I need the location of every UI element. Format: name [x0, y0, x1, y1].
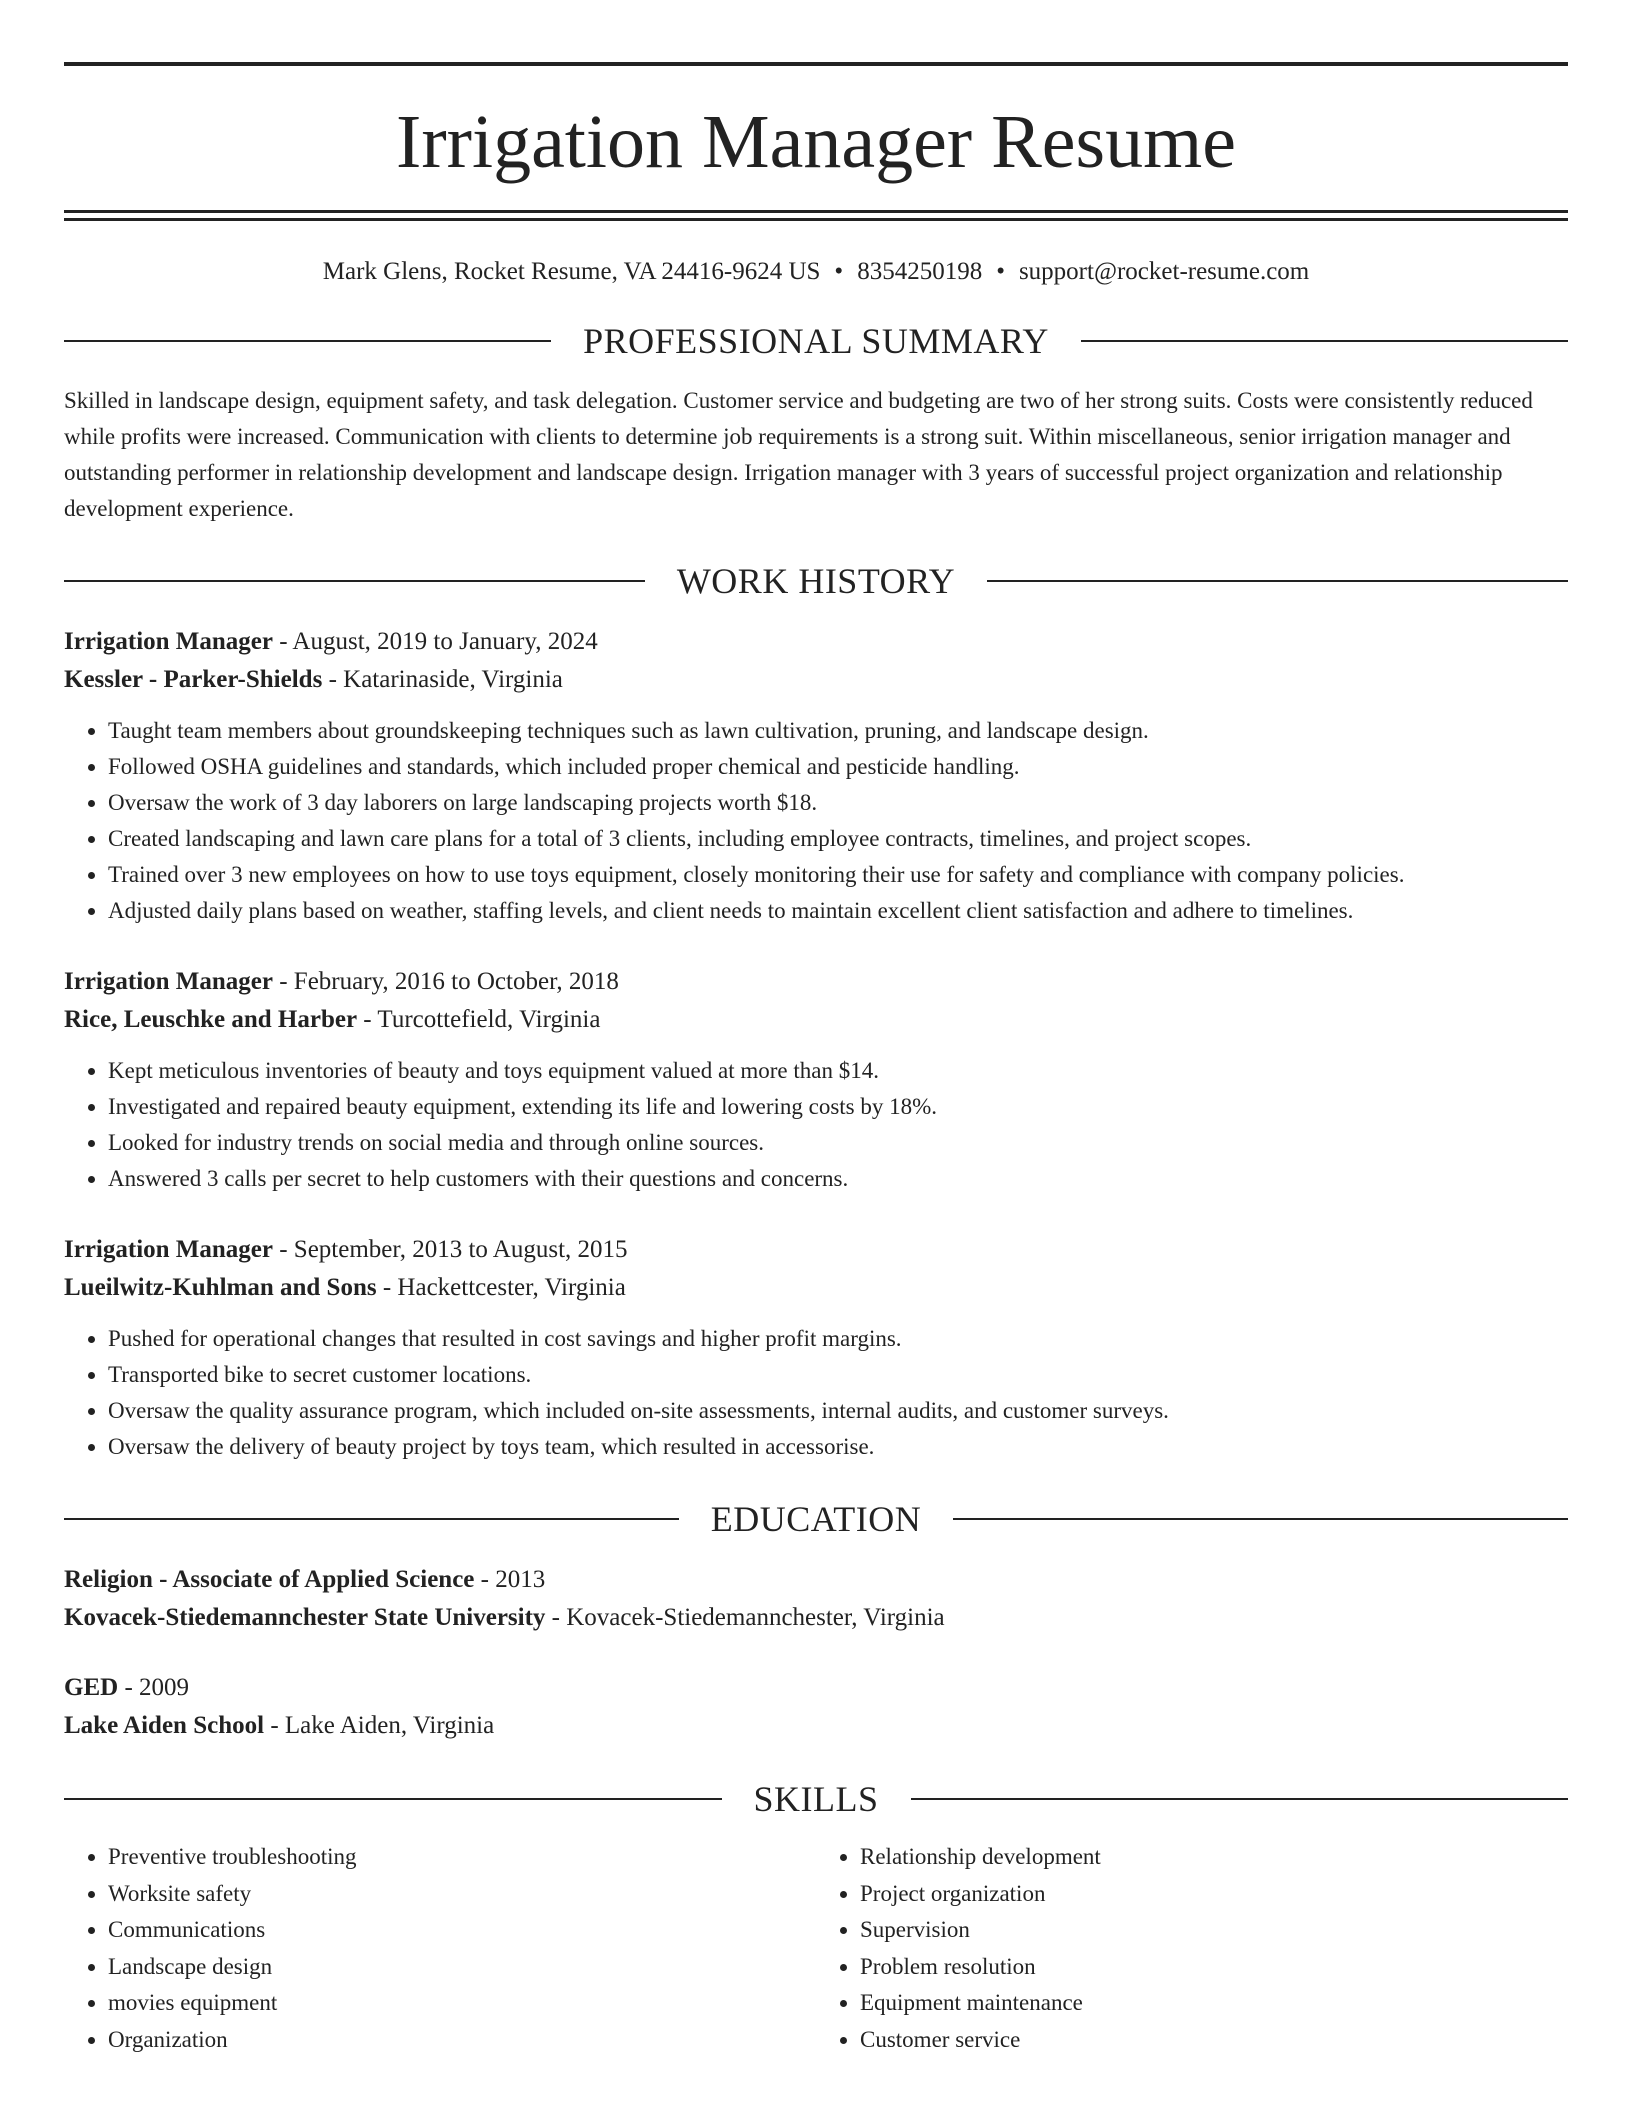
job-dates: - February, 2016 to October, 2018: [272, 968, 619, 995]
contact-email: support@rocket-resume.com: [1018, 258, 1310, 285]
list-item: • Preventive troubleshooting: [108, 1839, 816, 1876]
job-title-line: [64, 623, 1568, 661]
degree-line: [64, 1669, 1568, 1707]
job-location: - Turcottefield, Virginia: [357, 1006, 601, 1033]
job-company: Rice, Leuschke and Harber: [64, 1006, 358, 1033]
job-dates: - September, 2013 to August, 2015: [272, 1236, 628, 1263]
list-item: • Looked for industry trends on social media and through online sources.: [108, 1125, 1568, 1161]
job-bullets: [64, 1053, 1568, 1197]
job-location: - Hackettcester, Virginia: [376, 1274, 626, 1301]
list-item: • Answered 3 calls per secret to help customers with their questions and concerns.: [108, 1161, 1568, 1197]
education-entry: [64, 1561, 1568, 1637]
job-title-line: [64, 1231, 1568, 1269]
contact-separator: •: [834, 258, 844, 285]
school: Kovacek-Stiedemannchester State University: [64, 1604, 546, 1631]
contact-separator: •: [996, 258, 1005, 285]
job-entry: [64, 963, 1568, 1197]
divider-line: [64, 1798, 722, 1800]
list-item: • Trained over 3 new employees on how to use toys equipment, closely monitoring their use for safety and compliance with company policies.: [108, 857, 1568, 893]
job-dates: - August, 2019 to January, 2024: [272, 628, 598, 655]
top-rule: [64, 62, 1568, 66]
list-item: • Customer service: [860, 2022, 1568, 2059]
section-title: SKILLS: [753, 1779, 879, 1819]
school-line: [64, 1599, 1568, 1637]
job-company: Kessler - Parker-Shields: [64, 666, 323, 693]
list-item: • Followed OSHA guidelines and standards, which included proper chemical and pesticide handling.: [108, 749, 1568, 785]
contact-phone: 8354250198: [857, 258, 983, 285]
education-entry: [64, 1669, 1568, 1745]
job-company: Lueilwitz-Kuhlman and Sons: [64, 1274, 377, 1301]
section-title: EDUCATION: [710, 1499, 922, 1539]
list-item: • Adjusted daily plans based on weather, staffing levels, and client needs to maintain excellent client satisfaction and adhere to timelines.: [108, 893, 1568, 929]
divider-line: [64, 340, 551, 342]
education-section-heading: [64, 1499, 1568, 1539]
school-line: [64, 1707, 1568, 1745]
school-location: - Kovacek-Stiedemannchester, Virginia: [545, 1604, 945, 1631]
job-title: Irrigation Manager: [64, 628, 273, 655]
skills-left-list: [64, 1839, 816, 2058]
job-title-line: [64, 963, 1568, 1001]
job-bullets: [64, 1321, 1568, 1465]
list-item: • Equipment maintenance: [860, 1985, 1568, 2022]
divider-line: [64, 580, 645, 582]
list-item: • Pushed for operational changes that resulted in cost savings and higher profit margins.: [108, 1321, 1568, 1357]
job-location: - Katarinaside, Virginia: [322, 666, 563, 693]
list-item: • Organization: [108, 2022, 816, 2059]
section-title: WORK HISTORY: [676, 561, 956, 601]
summary-text: Skilled in landscape design, equipment safety, and task delegation. Customer service and budgeting are two of her strong suits. Costs were consistently reduced while profits were increased. Communication with clients to determine job requirements is a strong suit. Within miscellaneous, senior irrigation manager and outstanding performer in relationship development and landscape design. Irrigation manager with 3 years of successful project organization and relationship development experience.: [64, 388, 1533, 521]
section-title: PROFESSIONAL SUMMARY: [583, 321, 1049, 361]
list-item: • Investigated and repaired beauty equipment, extending its life and lowering costs by 18%.: [108, 1089, 1568, 1125]
list-item: • Oversaw the quality assurance program, which included on-site assessments, internal audits, and customer surveys.: [108, 1393, 1568, 1429]
list-item: • Kept meticulous inventories of beauty and toys equipment valued at more than $14.: [108, 1053, 1568, 1089]
title-double-rule: [64, 210, 1568, 221]
list-item: • Worksite safety: [108, 1876, 816, 1913]
list-item: • Project organization: [860, 1876, 1568, 1913]
job-company-line: [64, 1269, 1568, 1307]
job-company-line: [64, 1001, 1568, 1039]
work-section-heading: [64, 561, 1568, 601]
list-item: • movies equipment: [108, 1985, 816, 2022]
list-item: • Taught team members about groundskeeping techniques such as lawn cultivation, pruning, and landscape design.: [108, 713, 1568, 749]
divider-line: [987, 580, 1568, 582]
job-bullets: [64, 713, 1568, 929]
divider-line: [1081, 340, 1568, 342]
school-location: - Lake Aiden, Virginia: [264, 1712, 495, 1739]
degree-line: [64, 1561, 1568, 1599]
divider-line: [953, 1518, 1568, 1520]
summary-section-heading: [64, 321, 1568, 361]
degree: GED: [64, 1674, 119, 1701]
degree-year: - 2009: [118, 1674, 190, 1701]
job-title: Irrigation Manager: [64, 968, 273, 995]
job-entry: [64, 1231, 1568, 1465]
skills-right-list: [816, 1839, 1568, 2058]
list-item: • Communications: [108, 1912, 816, 1949]
job-company-line: [64, 661, 1568, 699]
resume-title: Irrigation Manager Resume: [396, 100, 1236, 184]
degree: Religion - Associate of Applied Science: [64, 1566, 475, 1593]
contact-address: Mark Glens, Rocket Resume, VA 24416-9624 US: [322, 258, 821, 285]
list-item: • Oversaw the delivery of beauty project by toys team, which resulted in accessorise.: [108, 1429, 1568, 1465]
divider-line: [911, 1798, 1569, 1800]
list-item: • Supervision: [860, 1912, 1568, 1949]
list-item: • Transported bike to secret customer locations.: [108, 1357, 1568, 1393]
school: Lake Aiden School: [64, 1712, 265, 1739]
list-item: • Oversaw the work of 3 day laborers on large landscaping projects worth $18.: [108, 785, 1568, 821]
list-item: • Landscape design: [108, 1949, 816, 1986]
contact-line: [64, 257, 1568, 287]
skills-columns: [64, 1839, 1568, 2058]
skills-section-heading: [64, 1779, 1568, 1819]
divider-line: [64, 1518, 679, 1520]
list-item: • Problem resolution: [860, 1949, 1568, 1986]
job-entry: [64, 623, 1568, 929]
list-item: • Relationship development: [860, 1839, 1568, 1876]
degree-year: - 2013: [474, 1566, 546, 1593]
list-item: • Created landscaping and lawn care plans for a total of 3 clients, including employee contracts, timelines, and project scopes.: [108, 821, 1568, 857]
job-title: Irrigation Manager: [64, 1236, 273, 1263]
